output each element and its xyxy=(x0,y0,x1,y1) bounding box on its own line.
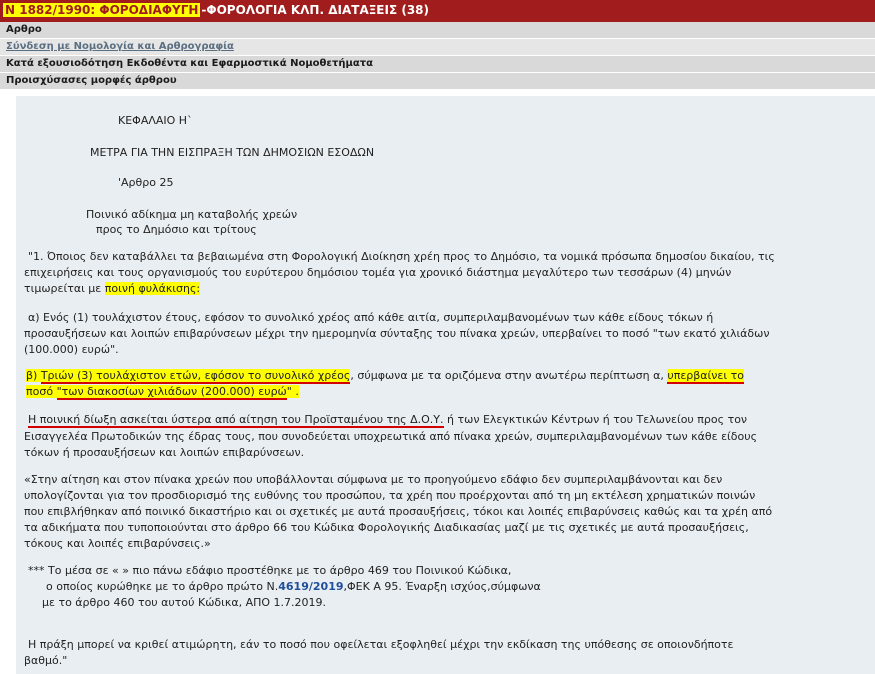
case-b-label: β) xyxy=(26,369,41,382)
chapter-title: ΜΕΤΡΑ ΓΙΑ ΤΗΝ ΕΙΣΠΡΑΞΗ ΤΩΝ ΔΗΜΟΣΙΩΝ ΕΣΟΔΩΝ xyxy=(90,146,375,159)
case-b-middle-text: , σύμφωνα με τα οριζόμενα στην ανωτέρω περίπτωση α, xyxy=(350,369,668,382)
chapter-number: ΚΕΦΑΛΑΙΟ Η` xyxy=(118,114,193,127)
article-panel xyxy=(16,96,875,674)
prosecution-line2: Εισαγγελέα Πρωτοδικών της έδρας τους, που συνοδεύεται υποχρεωτικά από πίνακα χρεών, συμπεριλαμβανομένων των κάθε είδους xyxy=(24,430,758,443)
note-line3: με το άρθρο 460 του αυτού Κώδικα, ΑΠΟ 1.7.2019. xyxy=(42,596,327,609)
case-b-line1 xyxy=(26,368,744,384)
menu-item-delegated-acts[interactable]: Κατά εξουσιοδότηση Εκδοθέντα και Εφαρμοστικά Νομοθετήματα xyxy=(0,56,875,73)
final-paragraph-line1: Η πράξη μπορεί να κριθεί ατιμώρητη, εάν το ποσό που οφείλεται εξοφληθεί μέχρι την εκδίκαση της υπόθεσης σε οποιονδήποτε xyxy=(28,638,734,651)
paragraph1-line3-text: τιμωρείται με xyxy=(24,282,105,295)
amendment-line3: που επιβλήθηκαν από ποινικό δικαστήριο και οι σχετικές με αυτά προσαυξήσεις, τόκοι και λοιπές επιβαρύνσεις καθώς και τα χρέη από xyxy=(24,505,773,518)
note-line2 xyxy=(46,579,541,595)
case-b-line2 xyxy=(26,384,299,400)
highlight-three-years: Τριών (3) τουλάχιστον ετών xyxy=(40,369,198,382)
highlight-200000-euro: "των διακοσίων χιλιάδων (200.000) ευρώ xyxy=(56,385,287,398)
amendment-line2: υπολογίζονται για τον προσδιορισμό της ευθύνης του προσώπου, τα χρέη που προέρχονται από τη μη εκτέλεση χρηματικών ποινών xyxy=(24,489,756,502)
prosecution-line1-rest: ή των Ελεγκτικών Κέντρων ή του Τελωνείου προς τον xyxy=(443,413,748,426)
highlight-prison-sentence: ποινή φυλάκισης: xyxy=(104,282,201,295)
note-line2-text: ο οποίος κυρώθηκε με το άρθρο πρώτο Ν. xyxy=(46,580,279,593)
menu-item-case-law-link[interactable]: Σύνδεση με Νομολογία και Αρθρογραφία xyxy=(0,39,875,56)
case-a-line2: προσαυξήσεων και λοιπών επιβαρύνσεων μέχρι την ημερομηνία σύνταξης του πίνακα χρεών, υπερβαίνει το ποσό "των εκατό χιλιάδων xyxy=(24,327,770,340)
prosecution-line3: τόκων ή προσαυξήσεων και λοιπών επιβαρύνσεων. xyxy=(24,446,305,459)
paragraph1-line2: επιχειρήσεις και τους οργανισμούς του ευρύτερου δημόσιου τομέα για χρονικό διάστημα μεγαλύτερο των τεσσάρων (4) μηνών xyxy=(24,266,732,279)
article-heading-line1: Ποινικό αδίκημα μη καταβολής χρεών xyxy=(86,208,298,221)
case-b-amount-suffix: " . xyxy=(286,385,299,398)
final-paragraph-line2: βαθμό." xyxy=(24,654,68,667)
amendment-line1: «Στην αίτηση και στον πίνακα χρεών που υποβάλλονται σύμφωνα με το προηγούμενο εδάφιο δεν συμπεριλαμβάνονται και δεν xyxy=(24,473,723,486)
title-bar xyxy=(0,0,875,22)
highlight-exceeds: υπερβαίνει το xyxy=(667,369,744,382)
paragraph1-line3 xyxy=(24,281,200,297)
law-title-highlight: Ν 1882/1990: ΦΟΡΟΔΙΑΦΥΓΗ xyxy=(5,3,199,17)
highlight-total-debt: , εφόσον το συνολικό χρέος xyxy=(197,369,351,382)
paragraph1-line1: "1. Όποιος δεν καταβάλλει τα βεβαιωμένα στη Φορολογική Διοίκηση χρέη προς το Δημόσιο, τα νομικά πρόσωπα δημοσίου δικαίου, τις xyxy=(28,250,775,263)
menu-item-article[interactable]: Αρθρο xyxy=(0,22,875,39)
underline-prosecution-request: Η ποινική δίωξη ασκείται ύστερα από αίτηση του Προϊσταμένου της Δ.Ο.Υ. xyxy=(28,413,444,426)
menu-item-previous-versions[interactable]: Προισχύσασες μορφές άρθρου xyxy=(0,73,875,90)
note-line2-rest: ,ΦΕΚ Α 95. Έναρξη ισχύος,σύμφωνα xyxy=(343,580,541,593)
law-title-rest: -ΦΟΡΟΛΟΓΙΑ ΚΛΠ. ΔΙΑΤΑΞΕΙΣ (38) xyxy=(201,3,430,17)
amendment-line4: τα αδικήματα που τυποποιούνται στο άρθρο 66 του Κώδικα Φορολογικής Διαδικασίας μαζί με τις σχετικές με αυτά προσαυξήσεις, xyxy=(24,521,749,534)
case-a-line3: (100.000) ευρώ". xyxy=(24,343,119,356)
case-b-amount-prefix: ποσό xyxy=(26,385,57,398)
article-heading-line2: προς το Δημόσιο και τρίτους xyxy=(96,223,257,236)
note-line1: *** Το μέσα σε « » πιο πάνω εδάφιο προστέθηκε με το άρθρο 469 του Ποινικού Κώδικα, xyxy=(28,564,512,577)
amendment-line5: τόκους και λοιπές επιβαρύνσεις.» xyxy=(24,537,211,550)
prosecution-line1 xyxy=(28,412,747,428)
article-number: 'Αρθρο 25 xyxy=(118,176,174,189)
law-title xyxy=(3,2,429,19)
law-4619-link[interactable]: 4619/2019 xyxy=(278,580,344,593)
case-a-line1: α) Ενός (1) τουλάχιστον έτους, εφόσον το συνολικό χρέος από κάθε αιτία, συμπεριλαμβανομένων των κάθε είδους τόκων ή xyxy=(28,311,714,324)
